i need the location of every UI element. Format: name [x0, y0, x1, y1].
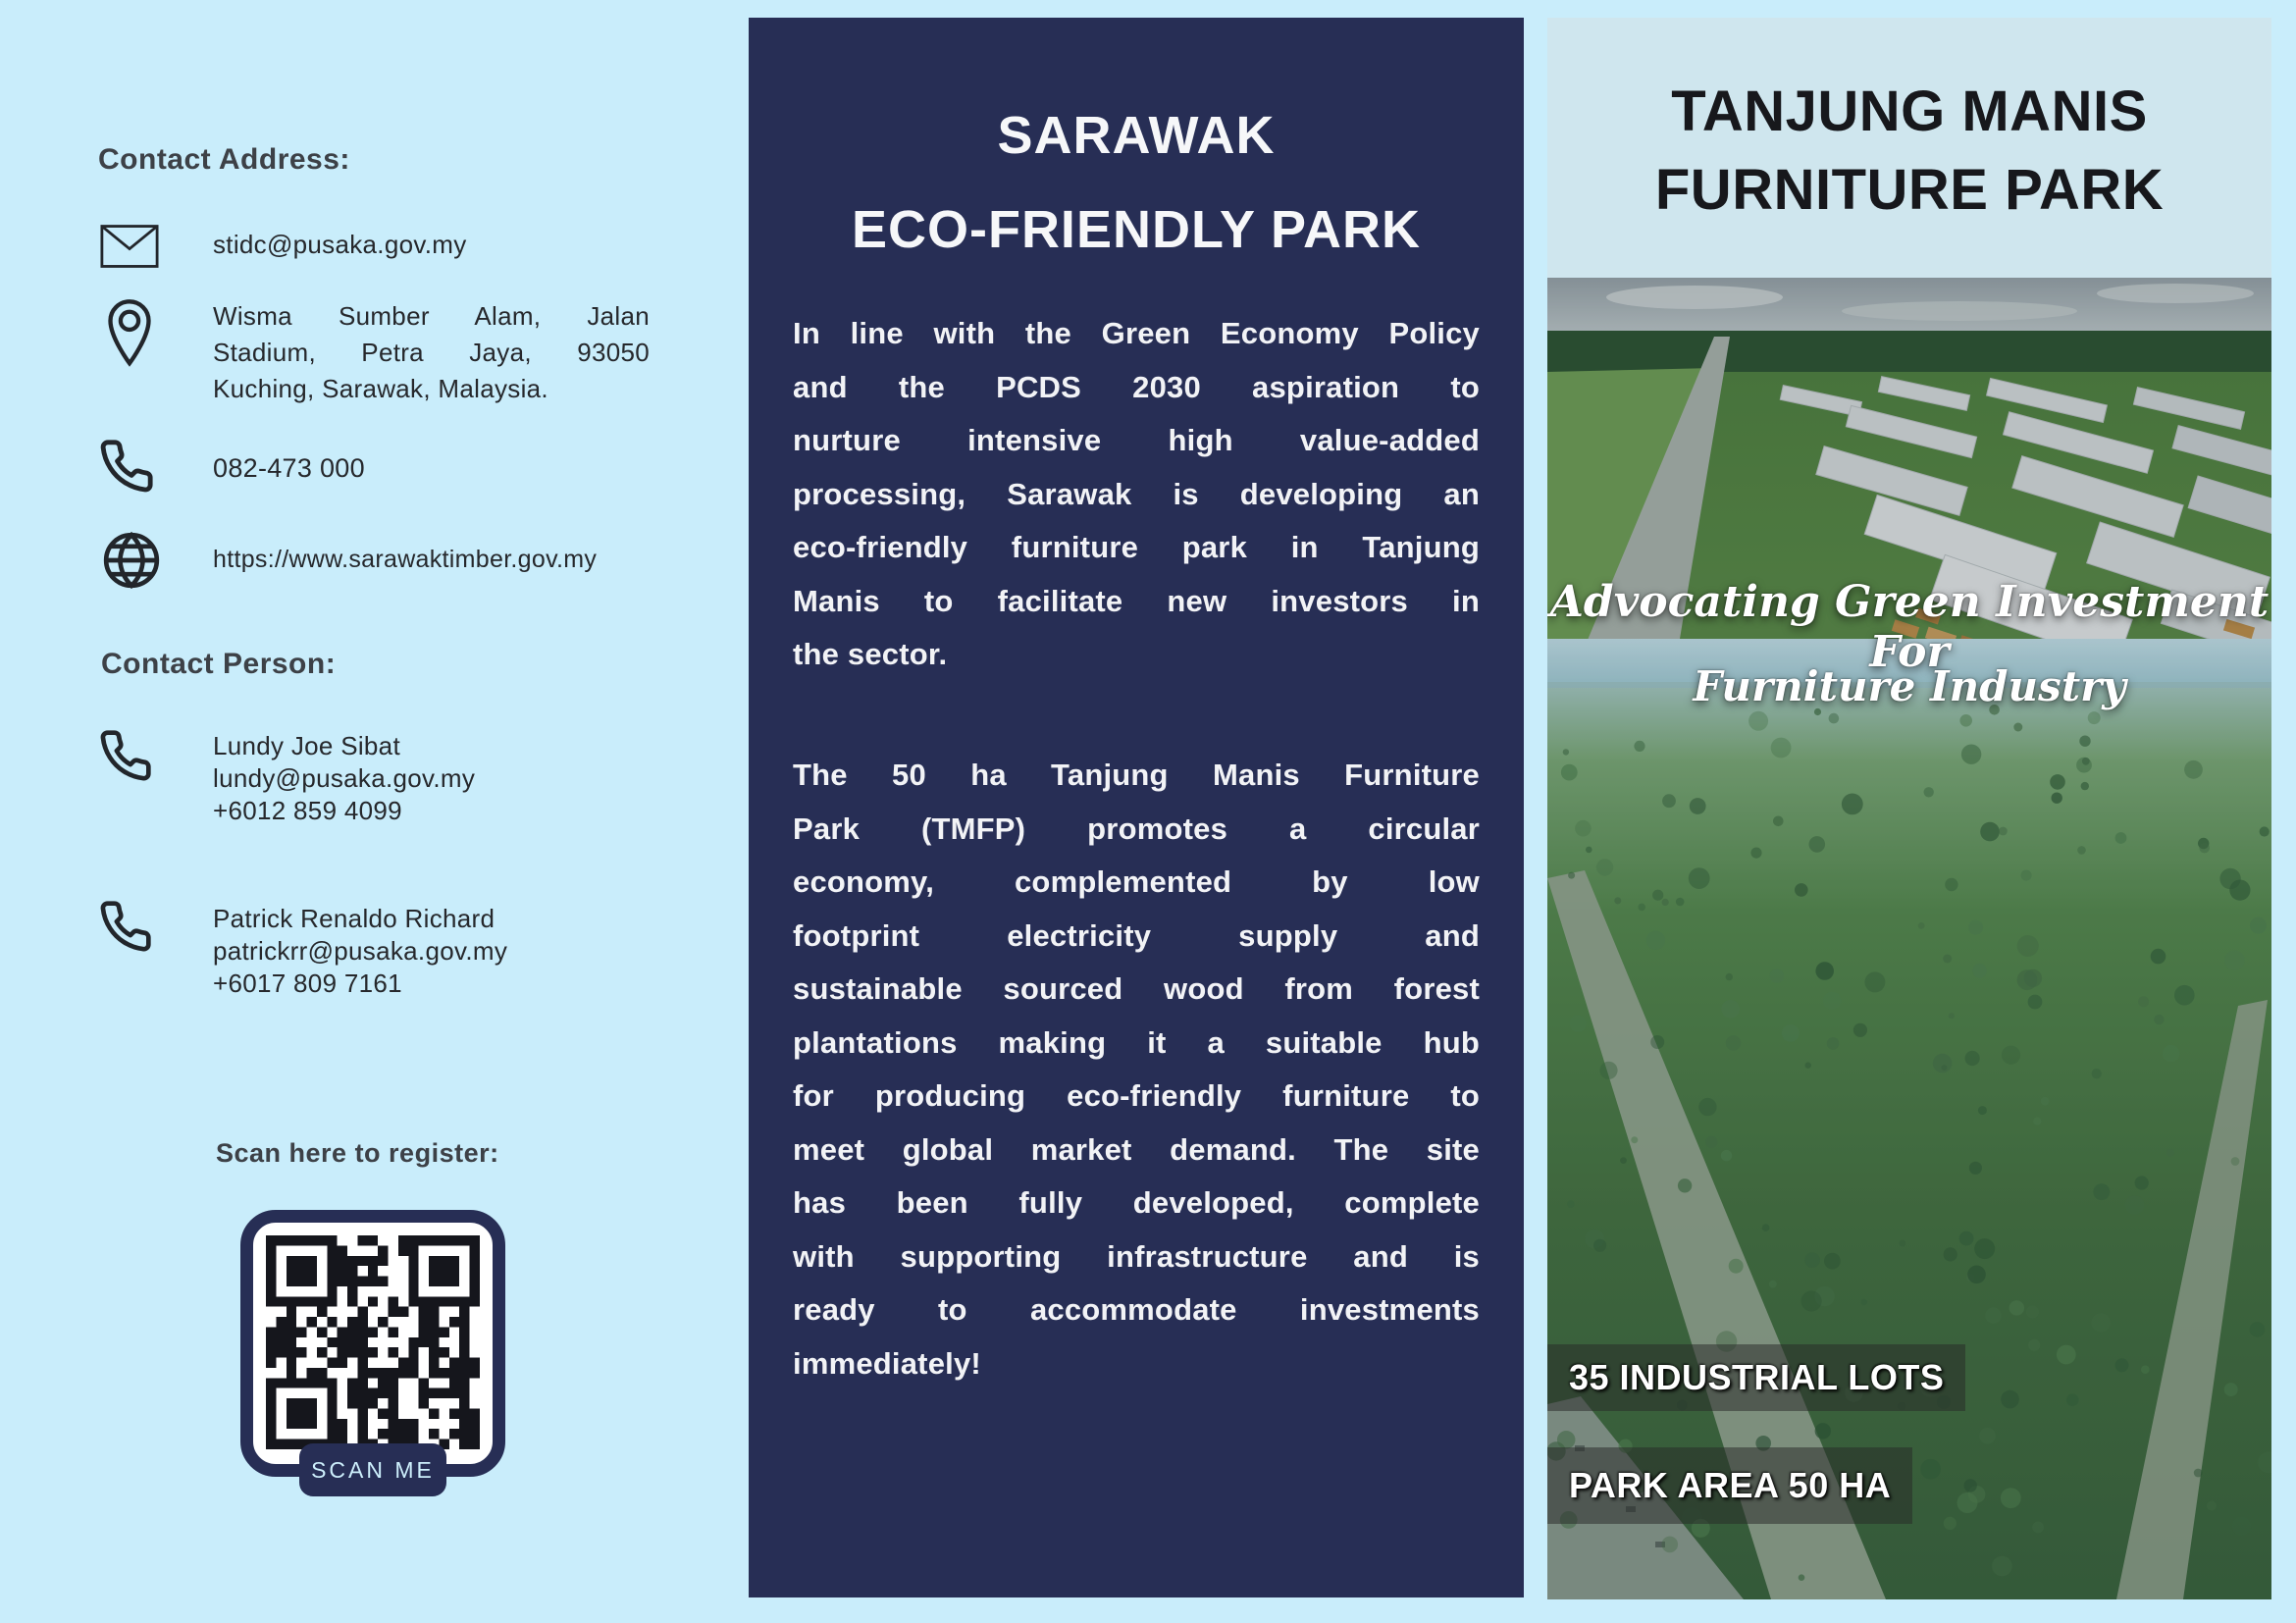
person-phone: +6017 809 7161: [213, 969, 402, 998]
park-title: [1547, 73, 2271, 230]
person-email[interactable]: patrickrr@pusaka.gov.my: [213, 936, 508, 966]
address-line: Kuching, Sarawak, Malaysia.: [213, 374, 548, 403]
eco-park-title: [749, 88, 1524, 277]
paragraph-line: with supporting infrastructure and is: [793, 1238, 1480, 1274]
qr-pattern: [266, 1235, 480, 1449]
contact-person-2: [213, 903, 507, 1000]
contact-address-heading: Contact Address:: [98, 143, 350, 176]
contact-person-1: [213, 730, 475, 827]
paragraph-line: has been fully developed, complete: [793, 1185, 1480, 1220]
contact-person-heading: Contact Person:: [101, 648, 337, 680]
scan-register-heading: Scan here to register:: [216, 1138, 499, 1168]
photo-tagline-line2: Furniture Industry: [1693, 662, 2126, 710]
intro-paragraph: [793, 307, 1480, 682]
eco-park-title-line2: ECO-FRIENDLY PARK: [851, 200, 1422, 259]
paragraph-line: and the PCDS 2030 aspiration to: [793, 369, 1480, 404]
email-link[interactable]: stidc@pusaka.gov.my: [213, 230, 467, 259]
eco-park-title-line1: SARAWAK: [997, 106, 1276, 165]
postal-address: [213, 298, 650, 407]
paragraph-line: In line with the Green Economy Policy: [793, 316, 1480, 350]
paragraph-line: eco-friendly furniture park in Tanjung: [793, 530, 1480, 564]
paragraph-line: Manis to facilitate new investors in: [793, 583, 1480, 618]
industrial-lots-badge: 35 INDUSTRIAL LOTS: [1547, 1344, 1965, 1411]
office-phone-number: 082-473 000: [213, 453, 365, 483]
park-description-paragraph: [793, 749, 1480, 1390]
scan-me-badge: SCAN ME: [299, 1443, 446, 1496]
contact-panel: [0, 0, 749, 1623]
phone-icon: [98, 728, 153, 783]
cover-panel: [1547, 18, 2271, 1599]
paragraph-line: Park (TMFP) promotes a circular: [793, 811, 1480, 846]
paragraph-line: meet global market demand. The site: [793, 1131, 1480, 1167]
paragraph-line: immediately!: [793, 1345, 981, 1381]
paragraph-line: for producing eco-friendly furniture to: [793, 1078, 1480, 1113]
park-title-line2: FURNITURE PARK: [1654, 158, 2165, 222]
park-title-line1: TANJUNG MANIS: [1671, 79, 2148, 143]
qr-code: [240, 1210, 505, 1483]
park-area-badge: PARK AREA 50 HA: [1547, 1447, 1912, 1524]
paragraph-line: nurture intensive high value-added: [793, 423, 1480, 457]
person-name: Patrick Renaldo Richard: [213, 904, 496, 933]
location-pin-icon: [104, 298, 155, 373]
person-name: Lundy Joe Sibat: [213, 731, 400, 760]
globe-icon: [101, 530, 162, 591]
phone-icon: [98, 438, 155, 495]
paragraph-line: economy, complemented by low: [793, 864, 1480, 899]
paragraph-line: plantations making it a suitable hub: [793, 1024, 1480, 1060]
envelope-icon: [98, 224, 161, 269]
address-line: Wisma Sumber Alam, Jalan: [213, 301, 650, 331]
park-aerial-photo: [1547, 278, 2271, 1599]
website-link[interactable]: https://www.sarawaktimber.gov.my: [213, 546, 598, 573]
eco-park-panel: [749, 18, 1524, 1597]
paragraph-line: footprint electricity supply and: [793, 917, 1480, 953]
photo-tagline-line1: Advocating Green Investment For: [1549, 577, 2270, 677]
paragraph-line: processing, Sarawak is developing an: [793, 476, 1480, 511]
phone-icon: [98, 899, 153, 954]
address-line: Stadium, Petra Jaya, 93050: [213, 338, 650, 367]
paragraph-line: the sector.: [793, 637, 948, 671]
paragraph-line: The 50 ha Tanjung Manis Furniture: [793, 758, 1480, 792]
person-phone: +6012 859 4099: [213, 796, 402, 825]
person-email[interactable]: lundy@pusaka.gov.my: [213, 763, 476, 793]
paragraph-line: ready to accommodate investments: [793, 1292, 1480, 1327]
paragraph-line: sustainable sourced wood from forest: [793, 971, 1480, 1006]
